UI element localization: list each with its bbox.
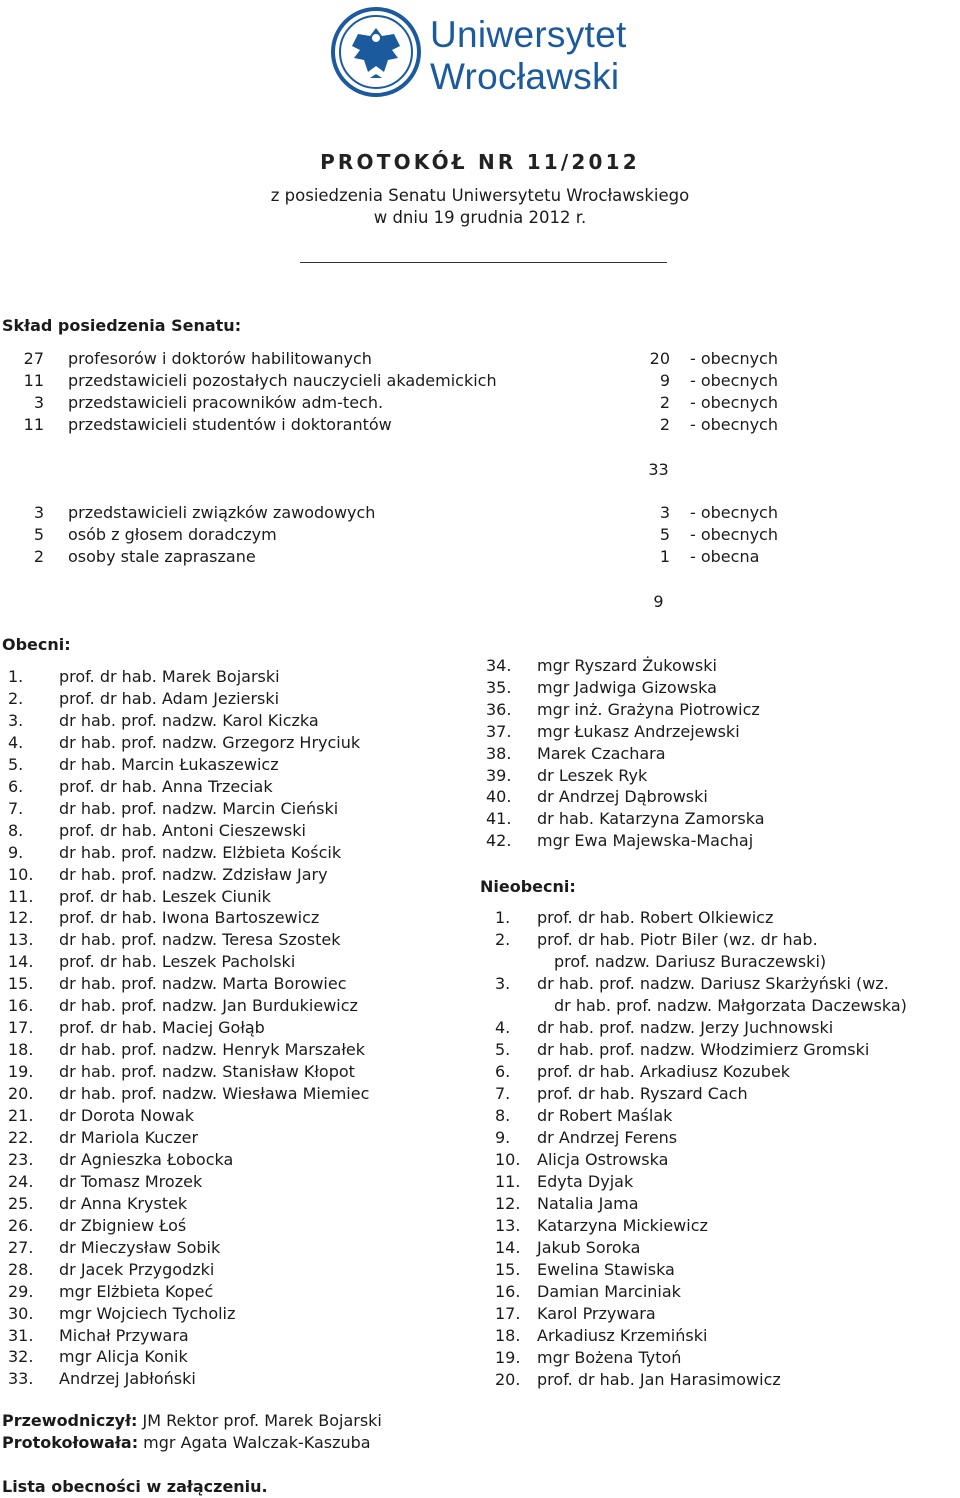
present-item-name: dr hab. Katarzyna Zamorska: [537, 809, 765, 829]
present-item-number: 20.: [8, 1084, 34, 1104]
minutes-line: [2, 1433, 371, 1452]
present-item-name: mgr Elżbieta Kopeć: [59, 1281, 214, 1301]
logo-line-1: Uniwersytet: [430, 14, 627, 55]
present-item-number: 15.: [8, 974, 34, 994]
present-item-number: 12.: [8, 908, 34, 928]
present-item-name: prof. dr hab. Maciej Gołąb: [59, 1018, 265, 1038]
absent-item-name: Karol Przywara: [537, 1304, 656, 1323]
present-item-number: 22.: [8, 1127, 34, 1147]
present-item-number: 30.: [8, 1303, 34, 1323]
present-item-number: 6.: [8, 776, 24, 796]
present-item-number: 17.: [8, 1018, 34, 1038]
composition-count: 11: [23, 415, 44, 434]
composition-count: 11: [23, 371, 44, 390]
present-item-number: 26.: [8, 1215, 34, 1235]
present-item-name: dr Anna Krystek: [59, 1193, 188, 1213]
present-item-name: dr hab. prof. nadzw. Grzegorz Hryciuk: [59, 732, 361, 752]
absent-item-name: prof. dr hab. Robert Olkiewicz: [537, 908, 774, 927]
composition-label: profesorów i doktorów habilitowanych: [68, 349, 372, 368]
chair-value: JM Rektor prof. Marek Bojarski: [137, 1411, 382, 1430]
logo-wordmark: [430, 14, 627, 98]
document-title: PROTOKÓŁ NR 11/2012: [320, 150, 640, 174]
absent-item-number: 4.: [495, 1018, 511, 1037]
absent-item-continuation: prof. nadzw. Dariusz Buraczewski): [554, 952, 827, 971]
composition-count: 2: [33, 547, 44, 566]
composition-status: - obecna: [690, 547, 760, 566]
composition-status: - obecnych: [690, 415, 778, 434]
absent-item-number: 12.: [495, 1194, 521, 1213]
present-item-number: 8.: [8, 820, 24, 840]
present-item-number: 33.: [8, 1369, 34, 1389]
eagle-emblem-icon: [330, 6, 422, 98]
present-item-number: 28.: [8, 1259, 34, 1279]
composition-status: - obecnych: [690, 393, 778, 412]
absent-item-number: 14.: [495, 1238, 521, 1257]
composition-status: - obecnych: [690, 349, 778, 368]
composition-label: przedstawicieli studentów i doktorantów: [68, 415, 392, 434]
absent-item-name: mgr Bożena Tytoń: [537, 1348, 682, 1367]
university-logo: [330, 4, 630, 100]
present-item-name: dr hab. prof. nadzw. Wiesława Miemiec: [59, 1084, 370, 1104]
absent-heading: Nieobecni:: [480, 877, 576, 896]
present-item-name: dr Agnieszka Łobocka: [59, 1149, 234, 1169]
chair-line: [2, 1411, 382, 1430]
absent-item-name: prof. dr hab. Jan Harasimowicz: [537, 1370, 781, 1389]
present-item-name: prof. dr hab. Iwona Bartoszewicz: [59, 908, 320, 928]
absent-item-name: Edyta Dyjak: [537, 1172, 634, 1191]
header-divider: [300, 262, 667, 263]
present-item-name: Michał Przywara: [59, 1325, 189, 1345]
present-item-name: mgr Alicja Konik: [59, 1347, 188, 1367]
composition-label: osób z głosem doradczym: [68, 525, 277, 544]
present-item-name: prof. dr hab. Anna Trzeciak: [59, 776, 273, 796]
present-item-name: dr hab. prof. nadzw. Marcin Cieński: [59, 798, 339, 818]
absent-item-number: 17.: [495, 1304, 521, 1323]
present-item-number: 16.: [8, 996, 34, 1016]
composition-label: przedstawicieli pozostałych nauczycieli akademickich: [68, 371, 497, 390]
attachment-note: Lista obecności w załączeniu.: [2, 1477, 268, 1496]
present-item-number: 36.: [486, 699, 512, 719]
present-item-number: 35.: [486, 677, 512, 697]
present-item-number: 39.: [486, 765, 512, 785]
composition-present: 1: [659, 547, 670, 566]
present-item-name: dr hab. prof. nadzw. Teresa Szostek: [59, 930, 341, 950]
present-item-name: prof. dr hab. Leszek Ciunik: [59, 886, 271, 906]
logo-line-2: Wrocławski: [430, 56, 620, 97]
present-item-number: 18.: [8, 1040, 34, 1060]
minutes-label: Protokołowała:: [2, 1433, 139, 1452]
absent-item-number: 16.: [495, 1282, 521, 1301]
absent-item-number: 15.: [495, 1260, 521, 1279]
present-item-number: 7.: [8, 798, 24, 818]
absent-item-name: Ewelina Stawiska: [537, 1260, 675, 1279]
absent-item-name: dr hab. prof. nadzw. Jerzy Juchnowski: [537, 1018, 834, 1037]
chair-label: Przewodniczył:: [2, 1411, 138, 1430]
composition-present: 3: [659, 503, 670, 522]
absent-item-name: dr Robert Maślak: [537, 1106, 673, 1125]
present-item-number: 40.: [486, 787, 512, 807]
absent-item-number: 18.: [495, 1326, 521, 1345]
present-item-number: 34.: [486, 656, 512, 675]
composition-total-2: 9: [653, 592, 664, 611]
absent-item-number: 1.: [495, 908, 511, 927]
absent-item-name: dr Andrzej Ferens: [537, 1128, 678, 1147]
absent-item-name: dr hab. prof. nadzw. Włodzimierz Gromski: [537, 1040, 870, 1059]
present-item-number: 3.: [8, 710, 24, 730]
present-item-name: dr Jacek Przygodzki: [59, 1259, 215, 1279]
present-item-number: 13.: [8, 930, 34, 950]
composition-label: przedstawicieli pracowników adm-tech.: [68, 393, 384, 412]
present-item-number: 11.: [8, 886, 34, 906]
present-item-number: 25.: [8, 1193, 34, 1213]
composition-present: 2: [659, 415, 670, 434]
absent-item-number: 6.: [495, 1062, 511, 1081]
absent-item-name: dr hab. prof. nadzw. Dariusz Skarżyński (wz.: [537, 974, 889, 993]
present-item-name: mgr inż. Grażyna Piotrowicz: [537, 699, 760, 719]
present-item-name: mgr Ewa Majewska-Machaj: [537, 831, 754, 851]
present-item-name: prof. dr hab. Antoni Cieszewski: [59, 820, 306, 840]
composition-present: 20: [649, 349, 670, 368]
document-subtitle-1: z posiedzenia Senatu Uniwersytetu Wrocławskiego: [270, 186, 690, 205]
present-item-name: prof. dr hab. Marek Bojarski: [59, 667, 280, 686]
document-subtitle-2: w dniu 19 grudnia 2012 r.: [373, 208, 587, 227]
absent-item-continuation: dr hab. prof. nadzw. Małgorzata Daczewska): [554, 996, 907, 1015]
composition-present: 9: [659, 371, 670, 390]
absent-item-name: prof. dr hab. Ryszard Cach: [537, 1084, 748, 1103]
absent-item-name: Jakub Soroka: [537, 1238, 641, 1257]
present-item-number: 4.: [8, 732, 24, 752]
present-item-name: Marek Czachara: [537, 743, 666, 763]
absent-item-name: prof. dr hab. Arkadiusz Kozubek: [537, 1062, 791, 1081]
absent-item-number: 8.: [495, 1106, 511, 1125]
absent-item-number: 13.: [495, 1216, 521, 1235]
present-item-name: dr Leszek Ryk: [537, 765, 648, 785]
present-item-name: dr hab. prof. nadzw. Jan Burdukiewicz: [59, 996, 358, 1016]
absent-item-name: Arkadiusz Krzemiński: [537, 1326, 708, 1345]
composition-label: osoby stale zapraszane: [68, 547, 256, 566]
composition-count: 3: [33, 393, 44, 412]
minutes-value: mgr Agata Walczak-Kaszuba: [138, 1433, 371, 1452]
present-item-number: 2.: [8, 688, 24, 708]
present-item-number: 10.: [8, 864, 34, 884]
present-item-number: 1.: [8, 667, 24, 686]
present-item-number: 38.: [486, 743, 512, 763]
present-item-name: mgr Wojciech Tycholiz: [59, 1303, 236, 1323]
present-item-name: dr hab. prof. nadzw. Stanisław Kłopot: [59, 1062, 355, 1082]
composition-label: przedstawicieli związków zawodowych: [68, 503, 376, 522]
absent-item-name: Alicja Ostrowska: [537, 1150, 669, 1169]
composition-count: 3: [33, 503, 44, 522]
present-item-name: mgr Łukasz Andrzejewski: [537, 721, 740, 741]
present-item-name: dr hab. prof. nadzw. Marta Borowiec: [59, 974, 347, 994]
present-item-name: mgr Ryszard Żukowski: [537, 656, 717, 675]
present-item-number: 27.: [8, 1237, 34, 1257]
present-item-name: dr hab. prof. nadzw. Karol Kiczka: [59, 710, 319, 730]
present-item-number: 41.: [486, 809, 512, 829]
absent-item-number: 11.: [495, 1172, 521, 1191]
composition-present: 5: [659, 525, 670, 544]
composition-status: - obecnych: [690, 371, 778, 390]
present-item-number: 29.: [8, 1281, 34, 1301]
present-item-number: 9.: [8, 842, 24, 862]
absent-item-number: 7.: [495, 1084, 511, 1103]
present-item-name: dr hab. prof. nadzw. Henryk Marszałek: [59, 1040, 365, 1060]
present-item-name: dr hab. prof. nadzw. Zdzisław Jary: [59, 864, 328, 884]
absent-item-name: Natalia Jama: [537, 1194, 639, 1213]
present-item-number: 14.: [8, 952, 34, 972]
composition-heading: Skład posiedzenia Senatu:: [2, 316, 242, 335]
present-item-name: dr Zbigniew Łoś: [59, 1215, 187, 1235]
present-item-number: 5.: [8, 754, 24, 774]
present-item-name: dr Andrzej Dąbrowski: [537, 787, 708, 807]
absent-item-number: 2.: [495, 930, 511, 949]
absent-item-number: 5.: [495, 1040, 511, 1059]
composition-count: 5: [33, 525, 44, 544]
composition-present: 2: [659, 393, 670, 412]
present-item-number: 32.: [8, 1347, 34, 1367]
absent-item-number: 10.: [495, 1150, 521, 1169]
absent-item-name: Katarzyna Mickiewicz: [537, 1216, 708, 1235]
absent-item-name: prof. dr hab. Piotr Biler (wz. dr hab.: [537, 930, 818, 949]
present-item-number: 21.: [8, 1106, 34, 1125]
absent-item-number: 19.: [495, 1348, 521, 1367]
present-item-number: 42.: [486, 831, 512, 851]
present-item-number: 23.: [8, 1149, 34, 1169]
present-item-number: 24.: [8, 1171, 34, 1191]
absent-item-name: Damian Marciniak: [537, 1282, 681, 1301]
present-item-name: Andrzej Jabłoński: [59, 1369, 196, 1389]
composition-status: - obecnych: [690, 503, 778, 522]
present-heading: Obecni:: [2, 635, 71, 654]
composition-status: - obecnych: [690, 525, 778, 544]
composition-total-1: 33: [648, 460, 669, 479]
present-item-name: prof. dr hab. Adam Jezierski: [59, 688, 280, 708]
absent-item-number: 3.: [495, 974, 511, 993]
present-item-name: dr Mariola Kuczer: [59, 1127, 199, 1147]
present-item-name: prof. dr hab. Leszek Pacholski: [59, 952, 296, 972]
present-item-number: 31.: [8, 1325, 34, 1345]
present-item-number: 37.: [486, 721, 512, 741]
present-item-name: dr hab. Marcin Łukaszewicz: [59, 754, 279, 774]
present-item-name: dr Mieczysław Sobik: [59, 1237, 221, 1257]
absent-item-number: 9.: [495, 1128, 511, 1147]
present-item-name: dr Tomasz Mrozek: [59, 1171, 203, 1191]
absent-item-number: 20.: [495, 1370, 521, 1389]
present-item-name: dr Dorota Nowak: [59, 1106, 195, 1125]
present-item-number: 19.: [8, 1062, 34, 1082]
present-item-name: mgr Jadwiga Gizowska: [537, 677, 717, 697]
present-item-name: dr hab. prof. nadzw. Elżbieta Kościk: [59, 842, 342, 862]
composition-count: 27: [23, 349, 44, 368]
